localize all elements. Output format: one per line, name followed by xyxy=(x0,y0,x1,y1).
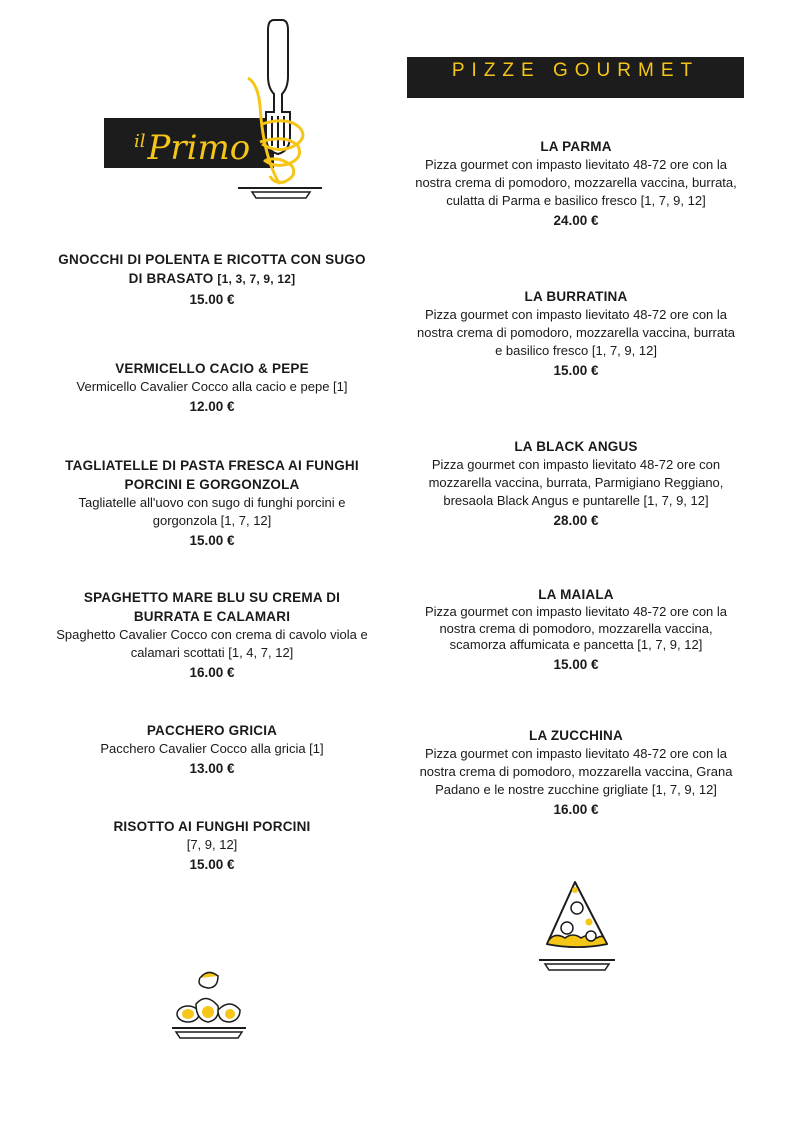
menu-item xyxy=(52,359,372,416)
item-desc: Tagliatelle all'uovo con sugo di funghi porcini e gorgonzola [1, 7, 12] xyxy=(78,495,346,528)
item-title: GNOCCHI DI POLENTA E RICOTTA CON SUGO DI BRASATO [1, 3, 7, 9, 12] xyxy=(58,252,366,286)
item-desc: Vermicello Cavalier Cocco alla cacio e pepe [1] xyxy=(76,379,348,394)
menu-item xyxy=(44,456,380,550)
fork-spaghetti-icon xyxy=(228,16,328,202)
item-price: 15.00 € xyxy=(189,292,235,307)
menu-item xyxy=(415,726,737,819)
menu-item xyxy=(52,721,372,778)
section-banner xyxy=(407,57,744,98)
item-title: LA BLACK ANGUS xyxy=(514,439,638,454)
item-title: LA PARMA xyxy=(540,139,612,154)
menu-item xyxy=(52,250,372,309)
item-price: 15.00 € xyxy=(553,363,599,378)
item-title: RISOTTO AI FUNGHI PORCINI xyxy=(113,819,311,834)
item-price: 12.00 € xyxy=(189,399,235,414)
logo-il: il xyxy=(134,131,146,152)
item-codes: [1, 3, 7, 9, 12] xyxy=(217,272,296,286)
menu-item xyxy=(52,817,372,874)
menu-item xyxy=(415,437,737,530)
item-price: 15.00 € xyxy=(553,656,599,672)
item-desc: Pizza gourmet con impasto lievitato 48-72 ore con la nostra crema di pomodoro, mozzarella vaccina, burrata, culatta di Parma e basilico fresco [1, 7, 9, 12] xyxy=(415,157,737,208)
pizza-slice-icon xyxy=(535,878,619,974)
logo-primo: Primo xyxy=(147,128,251,168)
item-title: SPAGHETTO MARE BLU SU CREMA DI BURRATA E CALAMARI xyxy=(83,590,341,624)
menu-item xyxy=(415,585,737,674)
banner-title: PIZZE GOURMET xyxy=(451,60,700,81)
item-title: VERMICELLO CACIO & PEPE xyxy=(115,361,309,376)
menu-item xyxy=(52,588,372,682)
item-price: 16.00 € xyxy=(553,802,599,817)
item-title: PACCHERO GRICIA xyxy=(146,723,278,738)
item-desc: Pizza gourmet con impasto lievitato 48-72 ore con la nostra crema di pomodoro, mozzarella vaccina, burrata e basilico fresco [1, 7, 9, 12] xyxy=(417,307,735,358)
item-title: LA MAIALA xyxy=(538,587,614,602)
item-title: TAGLIATELLE DI PASTA FRESCA AI FUNGHI PORCINI E GORGONZOLA xyxy=(65,458,359,492)
item-desc: Pizza gourmet con impasto lievitato 48-72 ore con la nostra crema di pomodoro, mozzarella vaccina, Grana Padano e le nostre zucchine grigliate [1, 7, 9, 12] xyxy=(419,746,733,797)
item-price: 15.00 € xyxy=(189,857,235,872)
item-title: LA ZUCCHINA xyxy=(529,728,623,743)
item-price: 15.00 € xyxy=(189,533,235,548)
item-desc: Pizza gourmet con impasto lievitato 48-72 ore con mozzarella vaccina, burrata, Parmigiano Reggiano, bresaola Black Angus e puntarelle [1, 7, 9, 12] xyxy=(428,457,724,508)
item-desc: Pizza gourmet con impasto lievitato 48-72 ore con la nostra crema di pomodoro, mozzarella vaccina, scamorza affumicata e pancetta [1, 7, 9, 12] xyxy=(424,604,728,652)
item-desc: [7, 9, 12] xyxy=(186,837,238,852)
item-price: 24.00 € xyxy=(553,213,599,228)
item-price: 28.00 € xyxy=(553,513,599,528)
item-desc: Pacchero Cavalier Cocco alla gricia [1] xyxy=(100,741,324,756)
menu-item xyxy=(415,137,737,230)
eggs-plate-icon xyxy=(168,966,250,1042)
menu-item xyxy=(415,287,737,380)
item-price: 16.00 € xyxy=(189,665,235,680)
item-price: 13.00 € xyxy=(189,761,235,776)
logo-text xyxy=(134,120,250,170)
item-title: LA BURRATINA xyxy=(524,289,628,304)
item-desc: Spaghetto Cavalier Cocco con crema di cavolo viola e calamari scottati [1, 4, 7, 12] xyxy=(56,627,368,660)
